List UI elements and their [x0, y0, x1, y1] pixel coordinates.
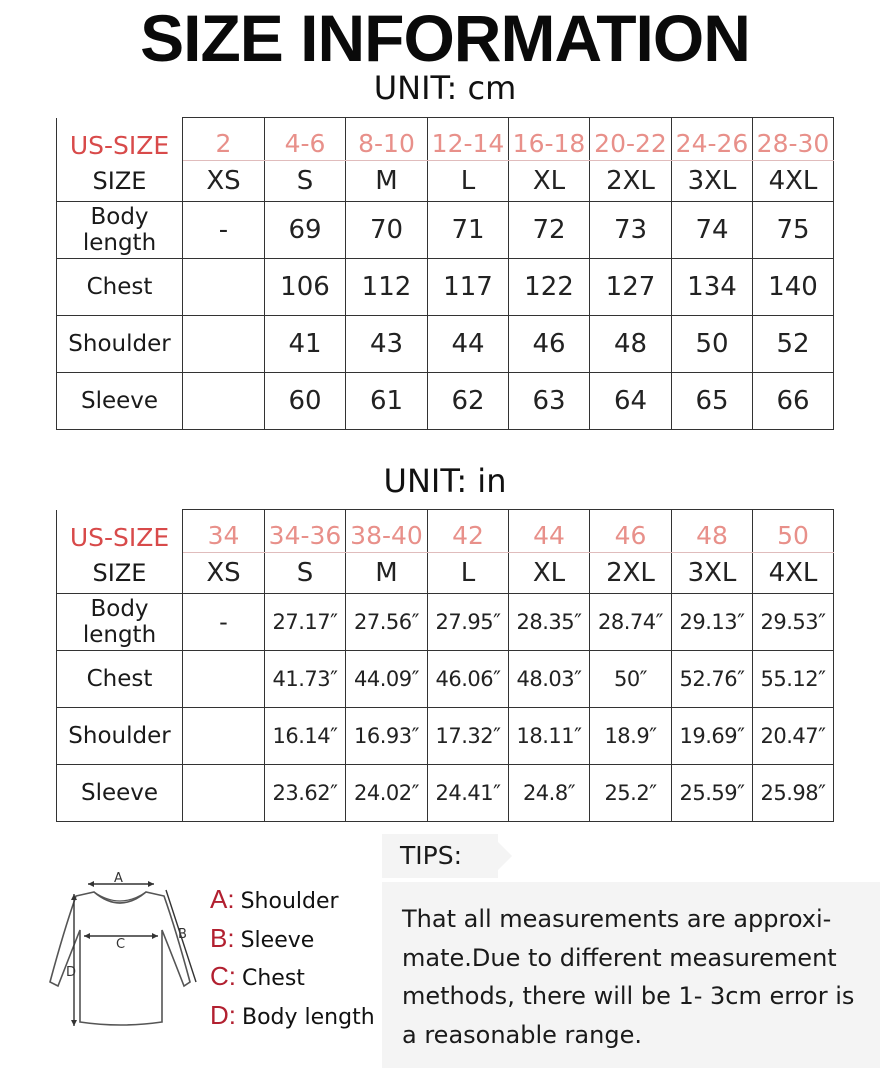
table-row-body-length [57, 594, 834, 651]
row-label: Sleeve [57, 373, 183, 430]
us-size-label: US-SIZE [57, 510, 183, 553]
legend-item-body-length [210, 996, 375, 1035]
value-cell: 24.8″ [509, 765, 590, 822]
value-cell: 18.11″ [509, 708, 590, 765]
us-size-row [57, 510, 834, 553]
value-cell: 52.76″ [672, 651, 753, 708]
row-label: Shoulder [57, 708, 183, 765]
value-cell: 65 [672, 373, 753, 430]
value-cell [183, 651, 265, 708]
tips-line: a reasonable range. [402, 1020, 642, 1049]
table-row-shoulder [57, 316, 834, 373]
size-cell: 4XL [753, 161, 834, 202]
value-cell: 16.93″ [346, 708, 428, 765]
value-cell: 73 [590, 202, 672, 259]
size-row [57, 553, 834, 594]
legend-letter: D: [210, 999, 236, 1030]
diagram-label-c: C [116, 937, 126, 952]
legend-text: Chest [242, 966, 305, 991]
table-row-sleeve [57, 765, 834, 822]
us-size-cell: 16-18 [509, 118, 590, 161]
value-cell: - [183, 594, 265, 651]
us-size-cell: 44 [509, 510, 590, 553]
value-cell: 69 [265, 202, 346, 259]
us-size-cell: 48 [672, 510, 753, 553]
size-cell: 2XL [590, 553, 672, 594]
value-cell: 27.56″ [346, 594, 428, 651]
size-cell: L [428, 553, 509, 594]
value-cell: 16.14″ [265, 708, 346, 765]
value-cell: 18.9″ [590, 708, 672, 765]
value-cell: 72 [509, 202, 590, 259]
row-label: Chest [57, 651, 183, 708]
value-cell: 29.13″ [672, 594, 753, 651]
us-size-row [57, 118, 834, 161]
value-cell: 46.06″ [428, 651, 509, 708]
value-cell: 70 [346, 202, 428, 259]
value-cell: 134 [672, 259, 753, 316]
value-cell: 44 [428, 316, 509, 373]
value-cell: 117 [428, 259, 509, 316]
value-cell [183, 708, 265, 765]
value-cell: 64 [590, 373, 672, 430]
size-cell: L [428, 161, 509, 202]
row-label: Sleeve [57, 765, 183, 822]
size-cell: XL [509, 553, 590, 594]
value-cell: 48 [590, 316, 672, 373]
value-cell: 25.2″ [590, 765, 672, 822]
legend-letter: B: [210, 922, 235, 953]
value-cell: 25.59″ [672, 765, 753, 822]
value-cell [183, 316, 265, 373]
us-size-cell: 46 [590, 510, 672, 553]
value-cell: 20.47″ [753, 708, 834, 765]
table-row-body-length [57, 202, 834, 259]
us-size-label: US-SIZE [57, 118, 183, 161]
us-size-cell: 42 [428, 510, 509, 553]
table-row-chest [57, 259, 834, 316]
value-cell: 63 [509, 373, 590, 430]
us-size-cell: 34 [183, 510, 265, 553]
us-size-cell: 20-22 [590, 118, 672, 161]
size-label: SIZE [57, 161, 183, 202]
value-cell: 27.17″ [265, 594, 346, 651]
page-title: SIZE INFORMATION [140, 1, 750, 75]
measurement-legend [210, 880, 375, 1034]
us-size-cell: 50 [753, 510, 834, 553]
measurement-diagram [38, 870, 208, 1040]
legend-item-sleeve [210, 919, 375, 958]
size-cell: XL [509, 161, 590, 202]
value-cell: 127 [590, 259, 672, 316]
value-cell: 112 [346, 259, 428, 316]
size-cell: 3XL [672, 553, 753, 594]
value-cell [183, 259, 265, 316]
row-label-line1: Body [90, 596, 149, 622]
value-cell: 24.02″ [346, 765, 428, 822]
long-sleeve-shirt-icon [38, 870, 208, 1044]
value-cell: 140 [753, 259, 834, 316]
value-cell: 17.32″ [428, 708, 509, 765]
size-cell: 4XL [753, 553, 834, 594]
diagram-label-a: A [114, 871, 123, 886]
cm-size-table [56, 117, 834, 430]
value-cell: 27.95″ [428, 594, 509, 651]
value-cell: 52 [753, 316, 834, 373]
value-cell: 46 [509, 316, 590, 373]
us-size-cell: 8-10 [346, 118, 428, 161]
value-cell: 44.09″ [346, 651, 428, 708]
size-cell: 3XL [672, 161, 753, 202]
table-row-chest [57, 651, 834, 708]
value-cell: 62 [428, 373, 509, 430]
tips-line: mate.Due to different measurement [402, 943, 837, 972]
legend-letter: A: [210, 884, 235, 914]
value-cell: 29.53″ [753, 594, 834, 651]
value-cell: 24.41″ [428, 765, 509, 822]
value-cell: 60 [265, 373, 346, 430]
value-cell: 48.03″ [509, 651, 590, 708]
row-label [57, 594, 183, 651]
legend-item-shoulder [210, 880, 375, 919]
us-size-cell: 2 [183, 118, 265, 161]
us-size-cell: 12-14 [428, 118, 509, 161]
value-cell: 28.74″ [590, 594, 672, 651]
size-label: SIZE [57, 553, 183, 594]
value-cell: 55.12″ [753, 651, 834, 708]
row-label-line2: length [82, 622, 157, 648]
legend-text: Body length [242, 1004, 375, 1030]
tips-box [382, 882, 880, 1068]
size-cell: M [346, 161, 428, 202]
value-cell: 61 [346, 373, 428, 430]
legend-letter: C: [210, 961, 236, 991]
value-cell: 23.62″ [265, 765, 346, 822]
value-cell: 66 [753, 373, 834, 430]
row-label [57, 202, 183, 259]
us-size-cell: 24-26 [672, 118, 753, 161]
value-cell [183, 765, 265, 822]
diagram-label-b: B [178, 927, 187, 942]
value-cell: 25.98″ [753, 765, 834, 822]
tips-line: That all measurements are approxi- [402, 905, 832, 933]
size-cell: M [346, 553, 428, 594]
row-label-line2: length [82, 230, 157, 256]
in-unit-label: UNIT: in [383, 462, 507, 500]
tips-heading: TIPS: [382, 834, 498, 878]
value-cell: 50 [672, 316, 753, 373]
value-cell: 43 [346, 316, 428, 373]
us-size-cell: 28-30 [753, 118, 834, 161]
tips-text [402, 900, 872, 1054]
size-row [57, 161, 834, 202]
us-size-cell: 38-40 [346, 510, 428, 553]
legend-text: Sleeve [240, 927, 315, 953]
row-label: Shoulder [57, 316, 183, 373]
table-row-sleeve [57, 373, 834, 430]
us-size-cell: 4-6 [265, 118, 346, 161]
size-cell: 2XL [590, 161, 672, 202]
row-label: Chest [57, 259, 183, 316]
size-cell: XS [183, 553, 265, 594]
value-cell: 50″ [590, 651, 672, 708]
value-cell: 75 [753, 202, 834, 259]
diagram-label-d: D [66, 965, 77, 980]
legend-text: Shoulder [240, 889, 339, 914]
value-cell [183, 373, 265, 430]
value-cell: 19.69″ [672, 708, 753, 765]
value-cell: 41.73″ [265, 651, 346, 708]
table-row-shoulder [57, 708, 834, 765]
row-label-line1: Body [90, 204, 149, 230]
legend-item-chest [210, 957, 375, 996]
value-cell: 41 [265, 316, 346, 373]
size-cell: S [265, 161, 346, 202]
value-cell: 28.35″ [509, 594, 590, 651]
value-cell: 122 [509, 259, 590, 316]
in-size-table [56, 509, 834, 822]
value-cell: 71 [428, 202, 509, 259]
tips-line: methods, there will be 1- 3cm error is [402, 982, 855, 1010]
size-cell: XS [183, 161, 265, 202]
value-cell: 74 [672, 202, 753, 259]
cm-unit-label: UNIT: cm [373, 69, 517, 107]
us-size-cell: 34-36 [265, 510, 346, 553]
size-cell: S [265, 553, 346, 594]
value-cell: 106 [265, 259, 346, 316]
value-cell: - [183, 202, 265, 259]
